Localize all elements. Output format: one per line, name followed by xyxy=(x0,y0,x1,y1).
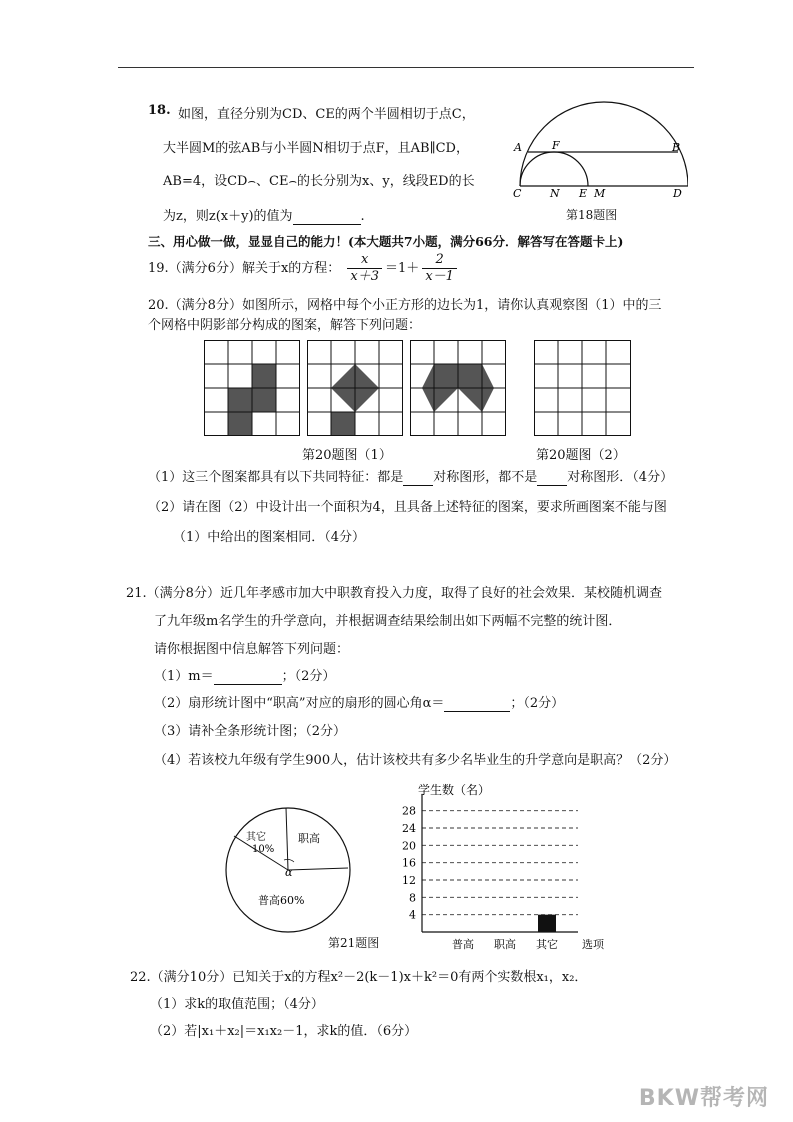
y-tick-label: 8 xyxy=(409,891,416,905)
q20-part2-b: （1）中给出的图案相同．（4分） xyxy=(173,530,366,545)
q21-sub3: （3）请补全条形统计图；（2分） xyxy=(154,724,347,739)
header-rule xyxy=(118,67,694,68)
pie-label-alpha: α xyxy=(285,866,293,879)
q18-line1: 如图，直径分别为CD、CE的两个半圆相切于点C， xyxy=(178,107,475,122)
label-C: C xyxy=(513,187,522,200)
q20-caption-2: 第20题图（2） xyxy=(536,448,626,463)
q21-pie-chart xyxy=(224,806,354,936)
x-tick-label: 普高 xyxy=(452,938,474,951)
q19-rhs-den: x－1 xyxy=(425,269,454,284)
q21-bar-chart xyxy=(388,782,610,952)
q20-line2: 个网格中阴影部分构成的图案，解答下列问题： xyxy=(148,318,422,333)
x-tick-label: 职高 xyxy=(494,938,516,951)
q19-lhs-num: x xyxy=(347,252,382,269)
label-F: F xyxy=(552,139,560,152)
y-tick-label: 16 xyxy=(402,856,416,870)
q18-line2: 大半圆M的弦AB与小半圆N相切于点F，且AB∥CD， xyxy=(163,141,469,156)
q18-caption: 第18题图 xyxy=(566,208,618,222)
section3-heading: 三、用心做一做，显显自己的能力！(本大题共7小题，满分66分．解答写在答题卡上) xyxy=(148,234,624,249)
q19-rhs-fraction xyxy=(422,252,457,285)
q21-line1: 21.（满分8分）近几年孝感市加大中职教育投入力度，取得了良好的社会效果．某校随机调查 xyxy=(126,586,662,601)
watermark-logo: BKW帮考网 xyxy=(638,1086,769,1111)
y-tick-label: 28 xyxy=(402,804,416,818)
q19 xyxy=(148,252,460,285)
label-E: E xyxy=(579,187,588,200)
y-tick-label: 12 xyxy=(402,874,416,887)
q20-part1-a: （1）这三个图案都具有以下共同特征：都是 xyxy=(148,470,404,485)
q18-line4-text: 为z，则z(x＋y)的值为 xyxy=(163,209,293,224)
y-tick-label: 24 xyxy=(402,822,416,835)
q19-rhs-num: 2 xyxy=(422,252,457,269)
q21-line3: 请你根据图中信息解答下列问题： xyxy=(154,642,350,657)
q21-sub1 xyxy=(154,665,335,685)
label-N: N xyxy=(550,187,560,200)
q20-part1-b: 对称图形，都不是 xyxy=(433,470,538,485)
y-tick-label: 20 xyxy=(402,839,416,853)
pie-label-vocational: 职高 xyxy=(298,832,320,845)
q20-line1: 20.（满分8分）如图所示，网格中每个小正方形的边长为1，请你认真观察图（1）中的三 xyxy=(148,298,662,313)
q21-sub1-b: ；（2分） xyxy=(281,669,336,684)
q22-line1: 22.（满分10分）已知关于x的方程x²－2(k－1)x＋k²＝0有两个实数根x₁，x₂． xyxy=(130,970,588,985)
grid-pattern-2 xyxy=(307,340,403,436)
q18-line4 xyxy=(163,205,365,225)
label-A: A xyxy=(514,141,522,154)
q19-prefix: 19.（满分6分）解关于x的方程： xyxy=(148,261,341,276)
bar-2 xyxy=(538,915,556,932)
q22-sub2: （2）若|x₁＋x₂|＝x₁x₂－1，求k的值．（6分） xyxy=(150,1024,418,1039)
q18-line4-end: . xyxy=(360,209,365,224)
answer-blank[interactable] xyxy=(444,696,510,712)
q20-part1 xyxy=(148,466,673,486)
label-B: B xyxy=(672,141,681,154)
x-tick-label: 其它 xyxy=(536,938,558,951)
q21-line2: 了九年级m名学生的升学意向，并根据调查结果绘制出如下两幅不完整的统计图． xyxy=(154,614,622,629)
q20-part1-c: 对称图形．（4分） xyxy=(567,470,674,485)
y-tick-label: 4 xyxy=(409,908,416,922)
label-D: D xyxy=(673,187,682,200)
label-M: M xyxy=(594,187,606,200)
pie-label-other: 其它 xyxy=(246,832,266,843)
q21-sub1-a: （1）m＝ xyxy=(154,669,214,684)
q18-number: 18. xyxy=(148,103,171,118)
q18-semicircle-figure xyxy=(508,100,688,202)
y-axis-label: 学生数（名） xyxy=(418,783,491,797)
grid-pattern-1 xyxy=(204,340,300,436)
answer-blank[interactable] xyxy=(403,470,433,486)
grid-blank-answer[interactable] xyxy=(534,340,632,436)
grid-pattern-3 xyxy=(410,340,506,436)
q19-lhs-den: x＋3 xyxy=(350,269,380,284)
answer-blank[interactable] xyxy=(293,209,361,225)
q21-sub2-b: ；（2分） xyxy=(510,696,565,711)
answer-blank[interactable] xyxy=(537,470,567,486)
q20-part2-a: （2）请在图（2）中设计出一个面积为4，且具备上述特征的图案，要求所画图案不能与图 xyxy=(148,500,667,515)
q21-caption: 第21题图 xyxy=(328,936,380,950)
q20-caption-1: 第20题图（1） xyxy=(302,448,392,463)
pie-label-other-pct: 10% xyxy=(252,844,275,855)
q22-sub1: （1）求k的取值范围；（4分） xyxy=(150,997,324,1012)
answer-blank[interactable] xyxy=(214,669,282,685)
q21-sub2-a: （2）扇形统计图中“职高”对应的扇形的圆心角α＝ xyxy=(154,696,445,711)
q19-eq: ＝1＋ xyxy=(385,261,420,276)
pie-label-general: 普高60% xyxy=(258,894,305,907)
q21-sub2 xyxy=(154,692,564,712)
x-axis-label: 选项 xyxy=(582,938,604,951)
q18-line3: AB=4，设CD⌢、CE⌢的长分别为x、y，线段ED的长 xyxy=(163,174,475,189)
q19-lhs-fraction xyxy=(347,252,382,285)
q21-sub4: （4）若该校九年级有学生900人，估计该校共有多少名毕业生的升学意向是职高？（2分） xyxy=(154,753,677,768)
